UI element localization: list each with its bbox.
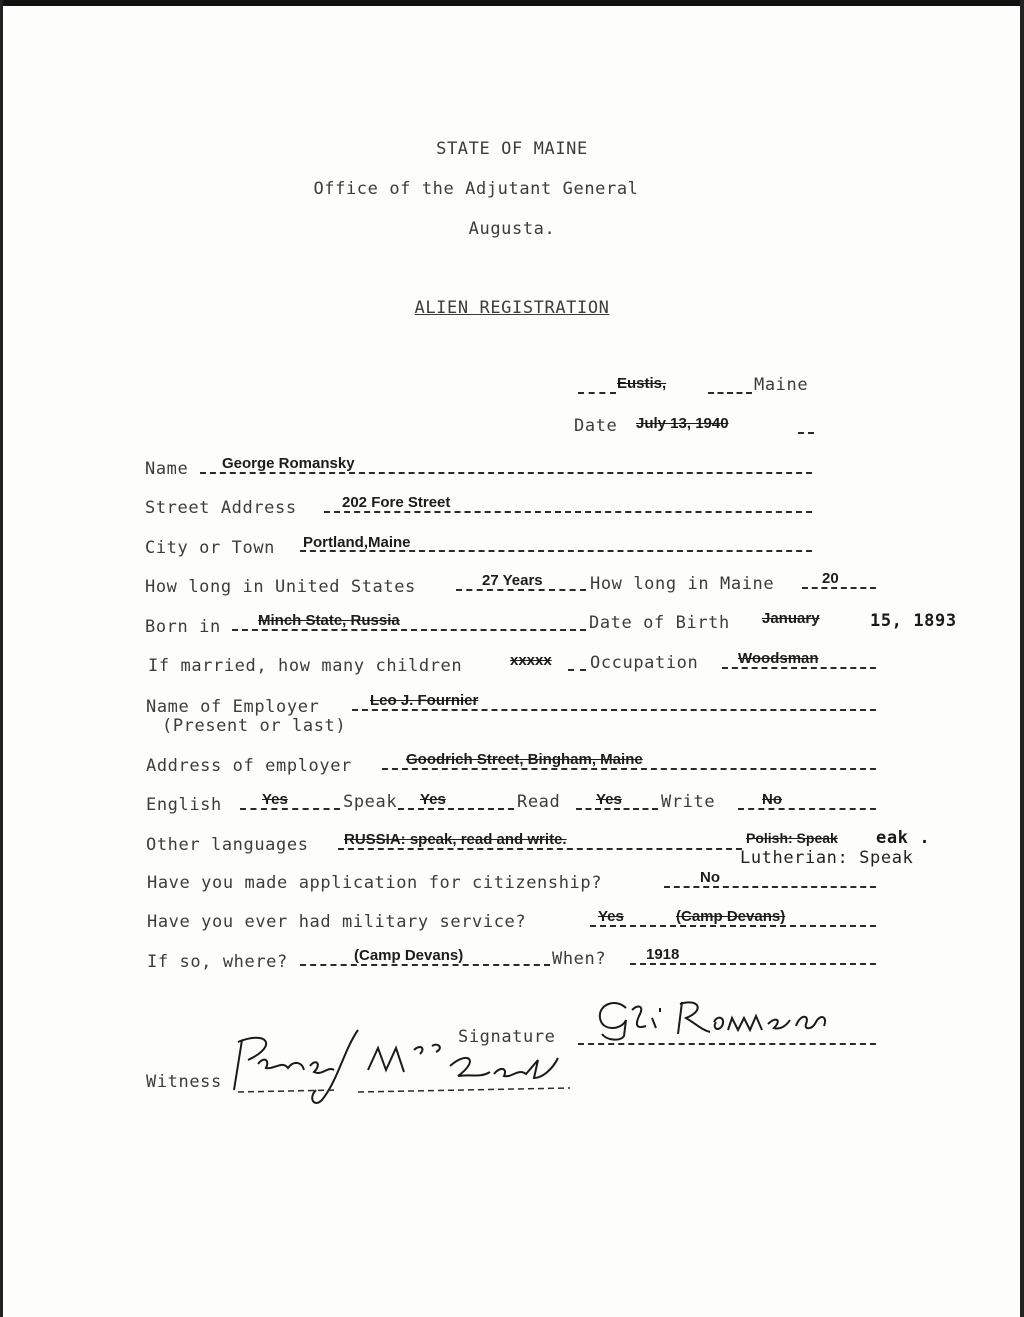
dob-rest: 15, 1893 bbox=[870, 611, 957, 631]
city-label: City or Town bbox=[145, 538, 276, 558]
street-value: 202 Fore Street bbox=[342, 494, 451, 511]
us-years-value: 27 Years bbox=[482, 572, 543, 589]
write-value: No bbox=[762, 791, 782, 808]
english-label: English bbox=[146, 795, 222, 815]
dob-month: January bbox=[762, 610, 820, 627]
maine-years-label: How long in Maine bbox=[590, 574, 775, 594]
header-state: STATE OF MAINE bbox=[436, 139, 588, 159]
military-extra: (Camp Devans) bbox=[676, 908, 786, 925]
scan-edge-right bbox=[1020, 0, 1024, 1317]
signature-label: Signature bbox=[458, 1027, 556, 1047]
employer-sublabel: (Present or last) bbox=[162, 716, 347, 736]
where-label: If so, where? bbox=[147, 952, 288, 972]
other-languages-value-3: Lutherian: Speak bbox=[740, 848, 914, 868]
employer-address-value: Goodrich Street, Bingham, Maine bbox=[406, 751, 643, 768]
citizenship-value: No bbox=[700, 869, 720, 886]
other-languages-value-2: Polish: Speak bbox=[746, 830, 838, 846]
employer-value: Leo J. Fournier bbox=[370, 692, 479, 709]
employer-address-label: Address of employer bbox=[146, 756, 352, 776]
when-label: When? bbox=[552, 949, 607, 969]
other-languages-value-1: RUSSIA: speak, read and write. bbox=[344, 831, 567, 848]
signature-handwriting bbox=[586, 990, 886, 1050]
city-value: Portland,Maine bbox=[303, 534, 411, 551]
name-value: George Romansky bbox=[222, 455, 355, 472]
header-city: Augusta. bbox=[468, 219, 556, 239]
name-label: Name bbox=[145, 459, 189, 479]
occupation-label: Occupation bbox=[590, 653, 699, 673]
write-label: Write bbox=[661, 792, 716, 812]
military-label: Have you ever had military service? bbox=[147, 912, 527, 932]
other-languages-label: Other languages bbox=[146, 835, 309, 855]
dob-label: Date of Birth bbox=[589, 613, 730, 633]
read-value: Yes bbox=[596, 791, 622, 808]
header-office: Office of the Adjutant General bbox=[313, 179, 639, 199]
street-label: Street Address bbox=[145, 498, 297, 518]
where-value: (Camp Devans) bbox=[354, 947, 464, 964]
scan-edge-top bbox=[0, 0, 1024, 6]
citizenship-label: Have you made application for citizenship? bbox=[147, 873, 603, 893]
document-title: ALIEN REGISTRATION bbox=[414, 298, 610, 318]
occupation-value: Woodsman bbox=[738, 650, 819, 667]
english-value: Yes bbox=[262, 791, 288, 808]
maine-years-value: 20 bbox=[822, 570, 839, 587]
date-label: Date bbox=[574, 416, 618, 436]
other-languages-value-2-tail: eak . bbox=[876, 828, 931, 848]
military-value: Yes bbox=[598, 908, 624, 925]
date-value: July 13, 1940 bbox=[636, 415, 729, 432]
witness-signature-handwriting bbox=[218, 1020, 578, 1110]
born-in-value: Minch State, Russia bbox=[258, 612, 400, 629]
place-town: Eustis, bbox=[617, 375, 667, 392]
witness-label: Witness bbox=[146, 1072, 222, 1092]
born-in-label: Born in bbox=[145, 617, 221, 637]
speak-label: Speak bbox=[343, 792, 398, 812]
read-label: Read bbox=[517, 792, 561, 812]
us-years-label: How long in United States bbox=[145, 577, 416, 597]
speak-value: Yes bbox=[420, 791, 446, 808]
when-value: 1918 bbox=[646, 946, 680, 963]
children-label: If married, how many children bbox=[148, 656, 463, 676]
place-state: Maine bbox=[754, 375, 809, 395]
employer-label: Name of Employer bbox=[146, 697, 320, 717]
children-value: xxxxx bbox=[510, 652, 552, 669]
